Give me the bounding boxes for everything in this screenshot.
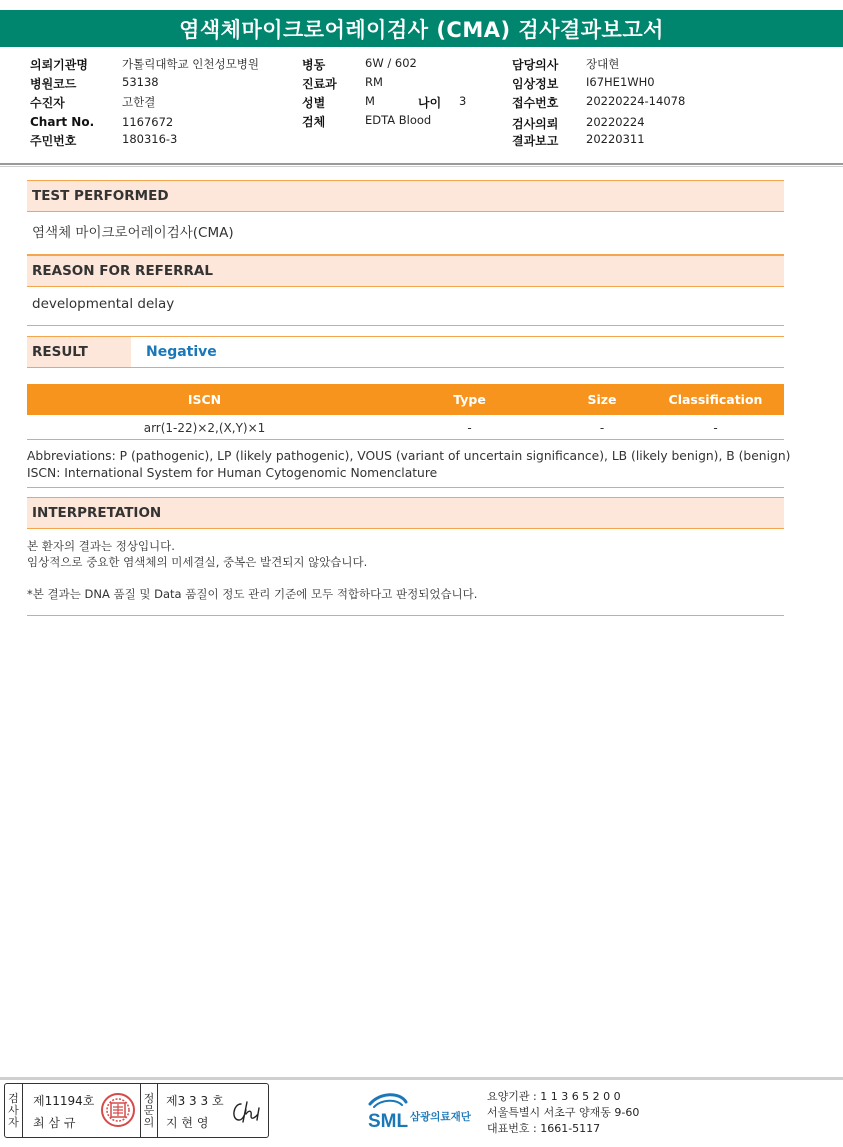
abbreviations-line: Abbreviations: P (pathogenic), LP (likely pathogenic), VOUS (variant of uncertain significance), LB (likely benign), B (benign) — [27, 449, 791, 463]
iscn-definition: ISCN: International System for Human Cytogenomic Nomenclature — [27, 466, 438, 480]
approver-number: 제3 3 3 호 — [166, 1094, 224, 1108]
results-table-header — [27, 384, 784, 415]
accession-label: 접수번호 — [512, 96, 559, 110]
col-iscn: ISCN — [187, 392, 222, 407]
specimen-value: EDTA Blood — [365, 113, 432, 127]
org-code: 요양기관 : 1 1 3 6 5 2 0 0 — [487, 1090, 621, 1103]
approver-label — [140, 1084, 158, 1137]
col-size: Size — [587, 392, 617, 407]
interpretation-note: *본 결과는 DNA 품질 및 Data 품질이 정도 관리 기준에 모두 적합하다고 판정되었습니다. — [27, 587, 478, 601]
footer-divider — [0, 1077, 843, 1080]
referral-text: developmental delay — [32, 296, 175, 312]
hospital-code-value: 53138 — [122, 75, 159, 89]
approver-name: 지 현 영 — [166, 1116, 209, 1130]
clinical-value: I67HE1WH0 — [586, 75, 655, 89]
report-date-label: 결과보고 — [512, 134, 559, 148]
specimen-label: 검체 — [302, 115, 326, 129]
sml-logo-icon — [366, 1090, 484, 1132]
examiner-label — [5, 1084, 23, 1137]
sex-value: M — [365, 94, 375, 108]
hospital-code-label: 병원코드 — [30, 77, 77, 91]
cell-type: - — [467, 420, 472, 435]
chart-value: 1167672 — [122, 115, 174, 129]
interpretation-line-2: 임상적으로 중요한 염색체의 미세결실, 중복은 발견되지 않았습니다. — [27, 555, 368, 569]
divider — [27, 615, 784, 616]
interpretation-body — [27, 538, 477, 602]
dept-value: RM — [365, 75, 383, 89]
interpretation-line-1: 본 환자의 결과는 정상입니다. — [27, 539, 175, 553]
examiner-number: 제11194호 — [33, 1094, 95, 1108]
org-name: 삼광의료재단 — [410, 1111, 471, 1123]
result-label: RESULT — [27, 337, 131, 367]
patient-info — [30, 56, 820, 151]
patient-label: 수진자 — [30, 96, 65, 110]
sex-label: 성별 — [302, 96, 326, 110]
rrn-label: 주민번호 — [30, 134, 77, 148]
seal-stamp-icon — [100, 1092, 136, 1128]
ward-label: 병동 — [302, 58, 326, 72]
hospital-value: 가톨릭대학교 인천성모병원 — [122, 57, 259, 71]
age-value: 3 — [459, 94, 467, 108]
report-title: 염색체마이크로어레이검사 (CMA) 검사결과보고서 — [0, 10, 843, 47]
approver-label-char: 의 — [143, 1115, 155, 1129]
approver-label-char: 정 — [143, 1091, 155, 1105]
examiner-label-char: 검 — [8, 1091, 19, 1105]
col-classification: Classification — [668, 392, 763, 407]
divider — [27, 325, 784, 326]
chart-label: Chart No. — [30, 115, 95, 129]
result-value: Negative — [146, 344, 217, 360]
result-row — [27, 336, 784, 368]
age-label: 나이 — [418, 96, 442, 110]
signature-icon — [229, 1098, 265, 1126]
logo-text: SML — [368, 1111, 409, 1132]
cell-size: - — [599, 420, 605, 435]
org-info — [487, 1089, 639, 1137]
patient-value: 고한결 — [122, 95, 156, 109]
hospital-label: 의뢰기관명 — [30, 58, 88, 72]
approver-label-char: 문 — [143, 1103, 155, 1117]
cell-classification: - — [713, 420, 718, 435]
request-value: 20220224 — [586, 115, 645, 129]
signature-box — [4, 1083, 269, 1138]
request-label: 검사의뢰 — [512, 117, 559, 131]
rrn-value: 180316-3 — [122, 132, 178, 146]
org-phone: 대표번호 : 1661-5117 — [487, 1122, 601, 1135]
cell-iscn: arr(1-22)×2,(X,Y)×1 — [143, 420, 266, 435]
doctor-value: 장대현 — [586, 57, 620, 71]
report-date-value: 20220311 — [586, 132, 645, 146]
dept-label: 진료과 — [302, 77, 337, 91]
ward-value: 6W / 602 — [365, 56, 417, 70]
table-row — [27, 416, 784, 440]
examiner-name: 최 삼 규 — [33, 1116, 76, 1130]
accession-value: 20220224-14078 — [586, 94, 686, 108]
col-type: Type — [453, 392, 486, 407]
test-performed-text: 염색체 마이크로어레이검사(CMA) — [32, 225, 234, 241]
interpretation-heading: INTERPRETATION — [27, 497, 784, 529]
examiner-label-char: 사 — [8, 1103, 19, 1117]
clinical-label: 임상정보 — [512, 77, 559, 91]
abbreviations — [27, 448, 790, 482]
referral-heading: REASON FOR REFERRAL — [27, 255, 784, 287]
header-divider — [0, 163, 843, 165]
divider — [27, 487, 784, 488]
examiner-label-char: 자 — [8, 1115, 19, 1129]
test-performed-heading: TEST PERFORMED — [27, 180, 784, 212]
header-divider-light — [0, 166, 843, 167]
doctor-label: 담당의사 — [512, 58, 559, 72]
org-address: 서울특별시 서초구 양재동 9-60 — [487, 1106, 640, 1119]
